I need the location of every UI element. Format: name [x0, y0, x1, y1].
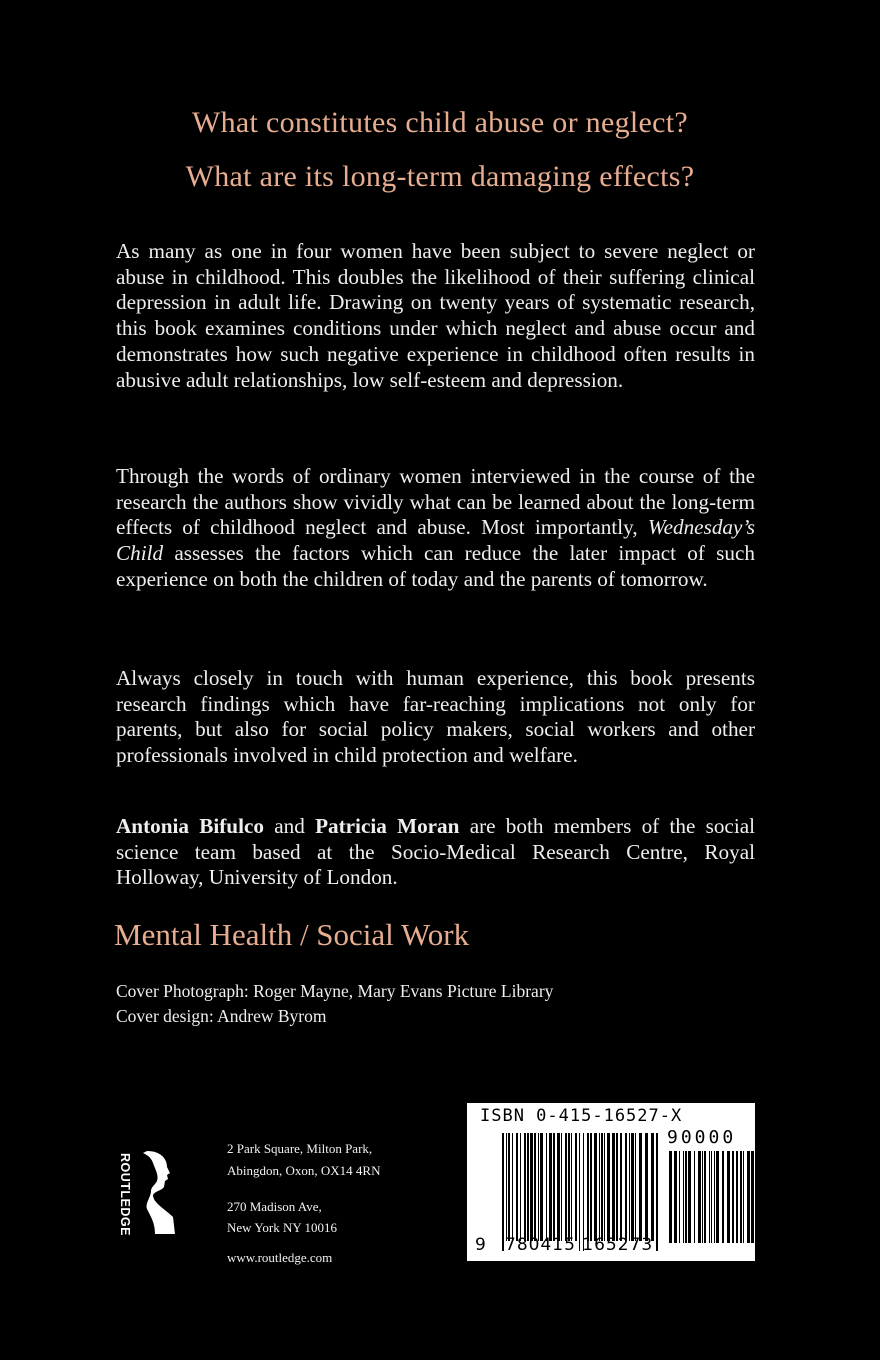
barcode-bar: [736, 1151, 738, 1243]
barcode-bar: [685, 1151, 687, 1243]
barcode-bar: [561, 1133, 562, 1241]
paragraph-text: and: [263, 814, 316, 838]
barcode-bar: [620, 1133, 622, 1241]
barcode-bar: [722, 1151, 724, 1243]
barcode-bar: [512, 1133, 513, 1241]
barcode-bar: [688, 1151, 691, 1243]
barcode-bar: [604, 1133, 605, 1241]
barcode-bar: [594, 1133, 597, 1241]
barcode-bar: [669, 1151, 672, 1243]
address-line: Abingdon, Oxon, OX14 4RN: [227, 1163, 381, 1178]
barcode-bar: [575, 1133, 577, 1241]
barcode-bar: [635, 1133, 636, 1241]
paragraph-text: Through the words of ordinary women interviewed in the course of the research the authors show vividly what can be learned about the long-term effects of childhood neglect and abuse. Most importantly,: [116, 464, 755, 540]
isbn-number: ISBN 0-415-16527-X: [480, 1106, 683, 1126]
barcode-bar: [656, 1133, 658, 1251]
ean-digits: 780415 165273: [505, 1235, 654, 1255]
barcode-bar: [639, 1133, 642, 1241]
barcode-bar: [534, 1133, 536, 1241]
barcode-bar: [716, 1151, 719, 1243]
cover-photo-credit: Cover Photograph: Roger Mayne, Mary Evans Picture Library: [116, 981, 554, 1001]
barcode-bar: [629, 1133, 630, 1241]
profile-icon: [143, 1151, 175, 1234]
barcode-bar: [520, 1133, 521, 1241]
barcode-bar: [711, 1151, 712, 1243]
barcode-bar: [740, 1151, 742, 1243]
barcode-bar: [579, 1133, 580, 1251]
ean-first-digit: 9: [475, 1235, 486, 1255]
subject-category: Mental Health / Social Work: [114, 917, 470, 952]
barcode-bar: [530, 1133, 533, 1241]
address-line: 2 Park Square, Milton Park,: [227, 1141, 373, 1156]
website: www.routledge.com: [227, 1250, 333, 1265]
barcode-bar: [568, 1133, 570, 1241]
barcode-bar: [549, 1133, 552, 1241]
barcode-bar: [631, 1133, 634, 1241]
logo-text: ROUTLEDGE: [118, 1153, 132, 1236]
barcode-bar: [709, 1151, 710, 1243]
barcode-bar: [583, 1133, 584, 1251]
author-name: Patricia Moran: [315, 814, 460, 838]
barcode-bar: [546, 1133, 547, 1241]
barcode-bar: [747, 1151, 750, 1243]
address-line: New York NY 10016: [227, 1220, 338, 1235]
barcode-bar: [679, 1151, 680, 1243]
barcode-bar: [727, 1151, 730, 1243]
barcode-bar: [565, 1133, 567, 1241]
barcode-bar: [616, 1133, 618, 1241]
paragraph-text: are both members of the social science team based at the Socio-Medical Research Centre, Royal Holloway, University of London.: [116, 814, 756, 890]
barcode-bar: [601, 1133, 603, 1241]
barcode-bar: [590, 1133, 592, 1241]
blurb-paragraph-3: Always closely in touch with human experience, this book presents research findings which have far-reaching implications not only for parents, but also for social policy makers, social workers and other professionals involved in child protection and welfare.: [116, 666, 755, 768]
barcode-bar: [698, 1151, 701, 1243]
barcode-bar: [645, 1133, 648, 1241]
heading-question-2: What are its long-term damaging effects?: [185, 160, 695, 193]
barcode-bar: [704, 1151, 706, 1243]
routledge-logo: [117, 1147, 181, 1237]
book-title: Wednesday’s Child: [116, 515, 755, 566]
barcode-bar: [538, 1133, 539, 1241]
heading-question-1: What constitutes child abuse or neglect?: [192, 106, 688, 139]
barcode-bar: [612, 1133, 615, 1241]
blurb-paragraph-2: [116, 464, 755, 593]
barcode-bar: [599, 1133, 600, 1241]
barcode-bar: [524, 1133, 526, 1241]
blurb-paragraph-1: As many as one in four women have been subject to severe neglect or abuse in childhood. This doubles the likelihood of their suffering clinical depression in adult life. Drawing on twenty years of systematic research, this book examines conditions under which neglect and abuse occur and demonstrates how such negative experience in childhood often results in abusive adult relationships, low self-esteem and depression.: [116, 239, 755, 392]
barcode-bar: [714, 1151, 715, 1243]
address-line: 270 Madison Ave,: [227, 1199, 322, 1214]
barcode-bar: [508, 1133, 510, 1241]
barcode-bar: [625, 1133, 627, 1241]
isbn-barcode: [467, 1103, 755, 1261]
barcode-bar: [674, 1151, 677, 1243]
barcode-bar: [571, 1133, 572, 1241]
barcode-bar: [743, 1151, 744, 1243]
author-name: Antonia Bifulco: [116, 814, 264, 838]
paragraph-text: assesses the factors which can reduce the later impact of such experience on both the children of today and the parents of tomorrow.: [116, 541, 755, 591]
barcode-bar: [694, 1151, 695, 1243]
barcode-bar: [651, 1133, 654, 1241]
barcode-bar: [553, 1133, 555, 1241]
barcode-bar: [607, 1133, 610, 1241]
barcode-bar: [557, 1133, 560, 1241]
barcode-bar: [702, 1151, 703, 1243]
cover-design-credit: Cover design: Andrew Byrom: [116, 1006, 327, 1026]
barcode-bar: [683, 1151, 684, 1243]
barcode-bar: [506, 1133, 507, 1241]
barcode-bar: [527, 1133, 529, 1241]
price-code: 90000: [667, 1127, 737, 1148]
barcode-bar: [587, 1133, 589, 1241]
barcode-bar: [502, 1133, 504, 1251]
author-bio: [116, 814, 755, 891]
barcode-bar: [540, 1133, 543, 1241]
barcode-bar: [751, 1151, 754, 1243]
barcode-bar: [732, 1151, 734, 1243]
barcode-bar: [516, 1133, 518, 1241]
